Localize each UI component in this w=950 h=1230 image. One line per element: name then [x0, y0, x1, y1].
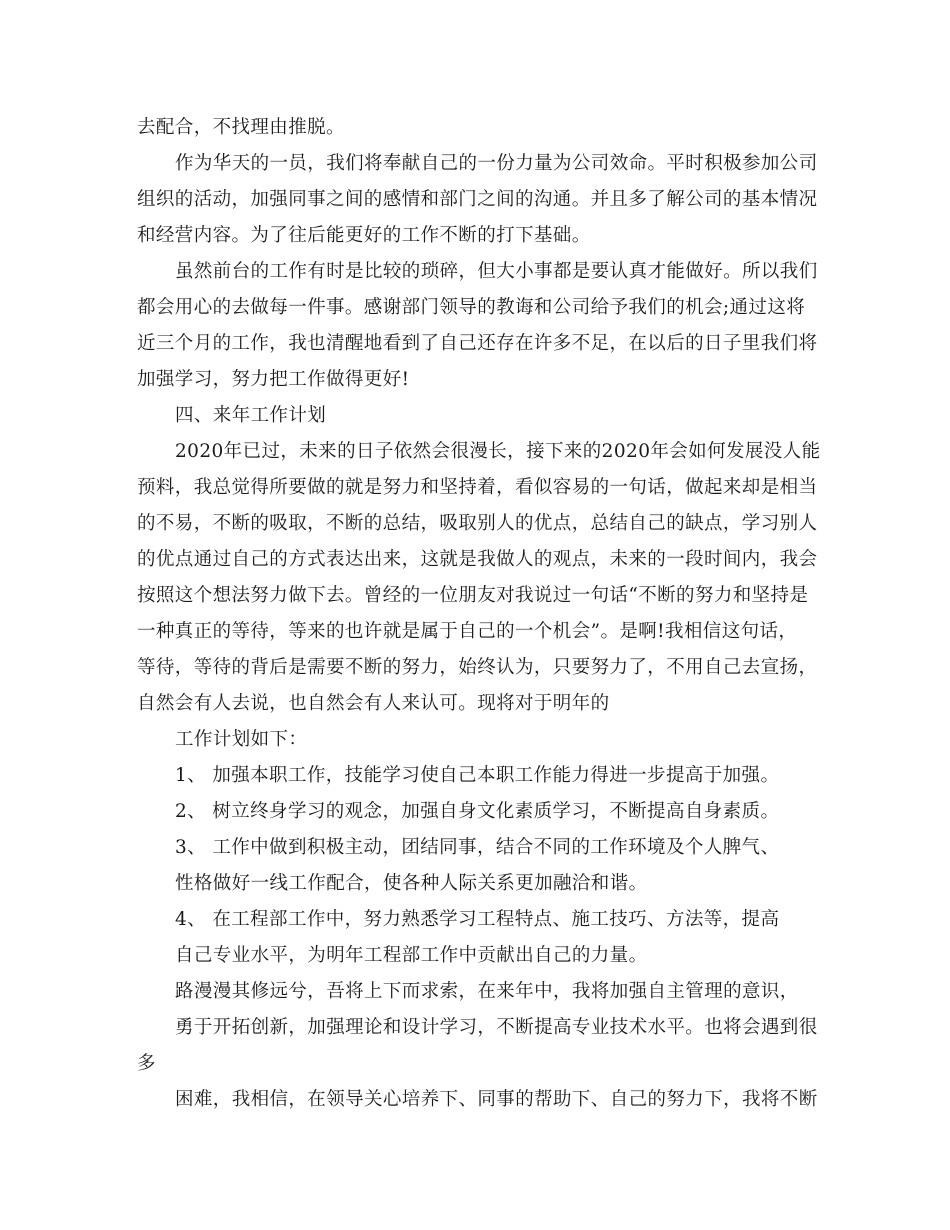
text-line: 勇于开拓创新，加强理论和设计学习，不断提高专业技术水平。也将会遇到很	[175, 1017, 818, 1038]
text-line: 自然会有人去说，也自然会有人来认可。现将对于明年的	[137, 693, 610, 714]
list-item: 2、 树立终身学习的观念，加强自身文化素质学习，不断提高自身素质。	[175, 801, 780, 822]
text-line: 预料，我总觉得所要做的就是努力和坚持着，看似容易的一句话，做起来却是相当	[137, 477, 818, 498]
section-heading: 四、来年工作计划	[175, 405, 327, 426]
text-line: 按照这个想法努力做下去。曾经的一位朋友对我说过一句话“不断的努力和坚持是	[137, 585, 809, 606]
text-line: 多	[137, 1053, 156, 1074]
text-line: 工作计划如下：	[175, 729, 308, 750]
text-line: 组织的活动，加强同事之间的感情和部门之间的沟通。并且多了解公司的基本情况	[137, 189, 818, 210]
text-line: 去配合，不找理由推脱。	[137, 117, 345, 138]
text-line: 加强学习，努力把工作做得更好!	[137, 369, 410, 390]
list-item: 4、 在工程部工作中，努力熟悉学习工程特点、施工技巧、方法等，提高	[175, 909, 780, 930]
text-line: 2020年已过，未来的日子依然会很漫长，接下来的2020年会如何发展没人能	[175, 441, 821, 462]
list-item: 1、 加强本职工作，技能学习使自己本职工作能力得进一步提高于加强。	[175, 765, 780, 786]
text-line: 的优点通过自己的方式表达出来，这就是我做人的观点，未来的一段时间内，我会	[137, 549, 818, 570]
text-line: 虽然前台的工作有时是比较的琐碎，但大小事都是要认真才能做好。所以我们	[175, 261, 818, 282]
text-line: 近三个月的工作，我也清醒地看到了自己还存在许多不足，在以后的日子里我们将	[137, 333, 818, 354]
list-item-continuation: 性格做好一线工作配合，使各种人际关系更加融洽和谐。	[175, 873, 648, 894]
text-line: 困难，我相信，在领导关心培养下、同事的帮助下、自己的努力下，我将不断	[175, 1089, 818, 1110]
list-item-continuation: 自己专业水平，为明年工程部工作中贡献出自己的力量。	[175, 945, 648, 966]
text-line: 作为华天的一员，我们将奉献自己的一份力量为公司效命。平时积极参加公司	[175, 153, 818, 174]
text-line: 路漫漫其修远兮，吾将上下而求索，在来年中，我将加强自主管理的意识，	[175, 981, 799, 1002]
text-line: 等待，等待的背后是需要不断的努力，始终认为，只要努力了，不用自己去宣扬，	[137, 657, 818, 678]
text-line: 都会用心的去做每一件事。感谢部门领导的教诲和公司给予我们的机会;通过这将	[137, 297, 806, 318]
list-item: 3、 工作中做到积极主动，团结同事，结合不同的工作环境及个人脾气、	[175, 837, 780, 858]
text-line: 的不易，不断的吸取，不断的总结，吸取别人的优点，总结自己的缺点，学习别人	[137, 513, 818, 534]
text-line: 一种真正的等待，等来的也许就是属于自己的一个机会”。是啊!我相信这句话，	[137, 621, 798, 642]
text-line: 和经营内容。为了往后能更好的工作不断的打下基础。	[137, 225, 591, 246]
